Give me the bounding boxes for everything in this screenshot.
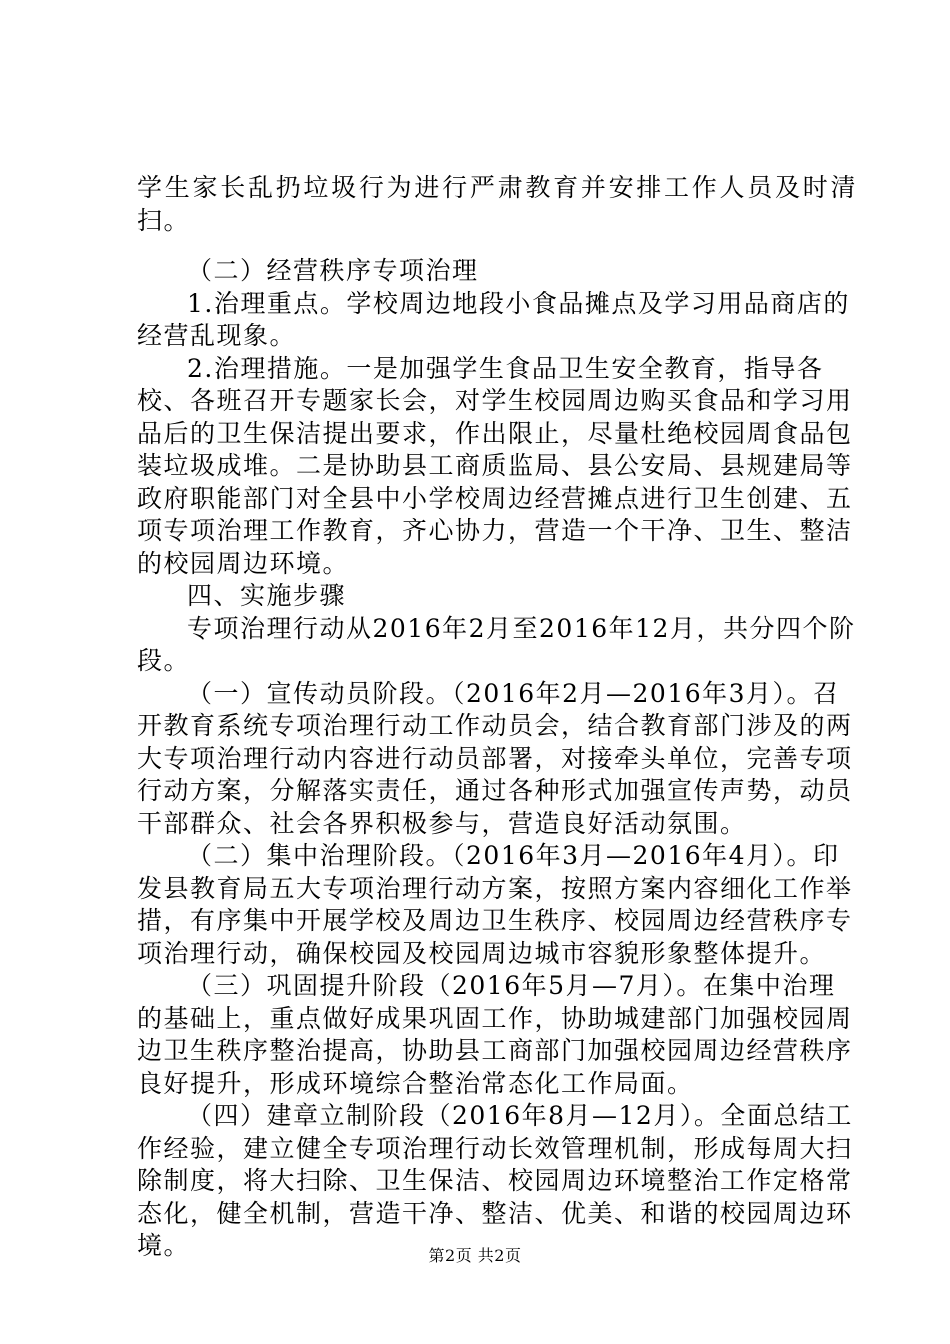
paragraph-measures: 2.治理措施。一是加强学生食品卫生安全教育，指导各校、各班召开专题家长会，对学生校园周边购买食品和学习用品后的卫生保洁提出要求，作出限止，尽量杜绝校园周食品包装垃圾成堆。二是协助县工商质监局、县公安局、县规建局等政府职能部门对全县中小学校周边经营摊点进行卫生创建、五项专项治理工作教育，齐心协力，营造一个干净、卫生、整洁的校园周边环境。 bbox=[137, 353, 853, 578]
paragraph-continuation: 学生家长乱扔垃圾行为进行严肃教育并安排工作人员及时清扫。 bbox=[137, 173, 857, 235]
paragraph-phase-1: （一）宣传动员阶段。（2016年2月—2016年3月）。召开教育系统专项治理行动工作动员会，结合教育部门涉及的两大专项治理行动内容进行动员部署，对接牵头单位，完善专项行动方案，分解落实责任，通过各种形式加强宣传声势，动员干部群众、社会各界积极参与，营造良好活动氛围。 bbox=[137, 678, 853, 838]
paragraph-phase-3: （三）巩固提升阶段（2016年5月—7月）。在集中治理的基础上，重点做好成果巩固工作，协助城建部门加强校园周边卫生秩序整治提高，协助县工商部门加强校园周边经营秩序良好提升，形成环境综合整治常态化工作局面。 bbox=[137, 971, 853, 1098]
section-heading-steps: 四、实施步骤 bbox=[187, 581, 347, 610]
paragraph-steps-intro: 专项治理行动从2016年2月至2016年12月，共分四个阶段。 bbox=[137, 613, 856, 675]
paragraph-phase-4: （四）建章立制阶段（2016年8月—12月）。全面总结工作经验，建立健全专项治理行动长效管理机制，形成每周大扫除制度，将大扫除、卫生保洁、校园周边环境整治工作定格常态化，健全机制，营造干净、整洁、优美、和谐的校园周边环境。 bbox=[137, 1101, 853, 1260]
page-number-footer: 第2页 共2页 bbox=[428, 1246, 522, 1265]
paragraph-focus: 1.治理重点。学校周边地段小食品摊点及学习用品商店的经营乱现象。 bbox=[137, 288, 850, 350]
paragraph-phase-2: （二）集中治理阶段。（2016年3月—2016年4月）。印发县教育局五大专项治理行动方案，按照方案内容细化工作举措，有序集中开展学校及周边卫生秩序、校园周边经营秩序专项治理行动，确保校园及校园周边城市容貌形象整体提升。 bbox=[137, 841, 853, 968]
document-body bbox=[137, 172, 857, 1263]
section-heading-business-order: （二）经营秩序专项治理 bbox=[187, 256, 479, 285]
